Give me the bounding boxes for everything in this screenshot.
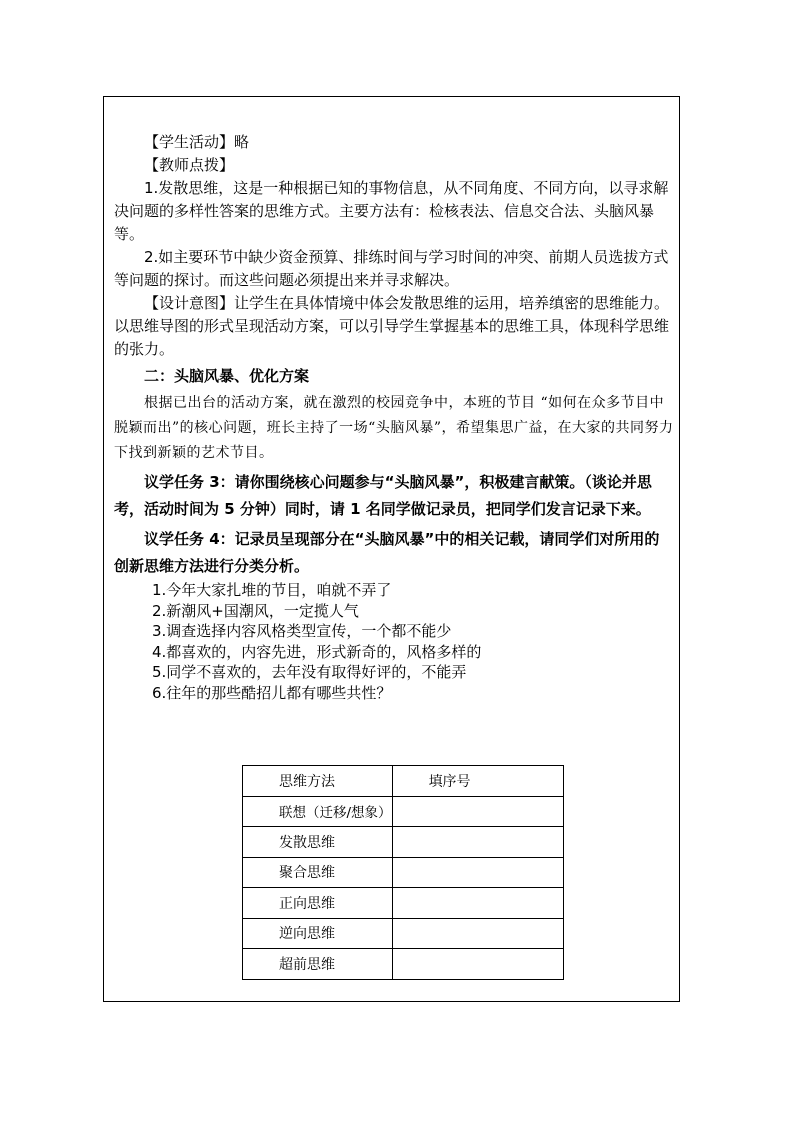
answer-cell[interactable] [392,949,563,980]
table-row [243,796,564,827]
design-intent: 【设计意图】让学生在具体情境中体会发散思维的运用，培养缜密的思维能力。以思维导图的形式呈现活动方案，可以引导学生掌握基本的思维工具，体现科学思维的张力。 [114,294,670,358]
lesson-frame [103,96,680,1002]
tip-point-2: 2.如主要环节中缺少资金预算、排练时间与学习时间的冲突、前期人员选拔方式等问题的探讨。而这些问题必须提出来并寻求解决。 [114,248,669,289]
answer-cell[interactable] [392,918,563,949]
teacher-tip-heading: 【教师点拨】 [144,156,235,174]
table-header-row [243,766,564,797]
method-cell: 聚合思维 [243,857,393,888]
idea-item: 1.今年大家扎堆的节目，咱就不弄了 [152,581,392,599]
answer-cell[interactable] [392,796,563,827]
tip-point-1: 1.发散思维，这是一种根据已知的事物信息，从不同角度、不同方向，以寻求解决问题的多样性答案的思维方式。主要方法有：检核表法、信息交合法、头脑风暴等。 [114,179,669,243]
answer-cell[interactable] [392,827,563,858]
task-3: 议学任务 3：请你围绕核心问题参与“头脑风暴”，积极建言献策。（谈论并思考，活动时间为 5 分钟）同时，请 1 名同学做记录员，把同学们发言记录下来。 [114,473,652,518]
table-row [243,857,564,888]
header-method: 思维方法 [243,766,393,797]
thinking-methods-table [242,765,564,980]
idea-list [114,580,674,703]
table-row [243,918,564,949]
header-number: 填序号 [392,766,563,797]
answer-cell[interactable] [392,888,563,919]
table-row [243,888,564,919]
table-row [243,949,564,980]
method-cell: 正向思维 [243,888,393,919]
idea-item: 5.同学不喜欢的，去年没有取得好评的，不能弄 [152,663,467,681]
scenario-text: 根据已出台的活动方案，就在激烈的校园竞争中，本班的节目 “如何在众多节目中脱颖而出”的核心问题，班长主持了一场“头脑风暴”，希望集思广益，在大家的共同努力下找到新颖的艺术节目。 [114,395,674,461]
idea-item: 6.往年的那些酷招儿都有哪些共性？ [152,683,392,702]
section-title: 二：头脑风暴、优化方案 [144,367,310,385]
student-activity-line: 【学生活动】略 [144,133,250,151]
method-cell: 联想（迁移/想象） [243,796,393,827]
table-row [243,827,564,858]
method-cell: 超前思维 [243,949,393,980]
answer-cell[interactable] [392,857,563,888]
lesson-content [114,131,674,703]
idea-item: 4.都喜欢的，内容先进，形式新奇的，风格多样的 [152,642,482,661]
idea-item: 2.新潮风+国潮风，一定揽人气 [152,601,359,620]
method-cell: 发散思维 [243,827,393,858]
method-cell: 逆向思维 [243,918,393,949]
task-4: 议学任务 4：记录员呈现部分在“头脑风暴”中的相关记载，请同学们对所用的创新思维方法进行分类分析。 [114,530,660,575]
idea-item: 3.调查选择内容风格类型宣传，一个都不能少 [152,622,452,640]
